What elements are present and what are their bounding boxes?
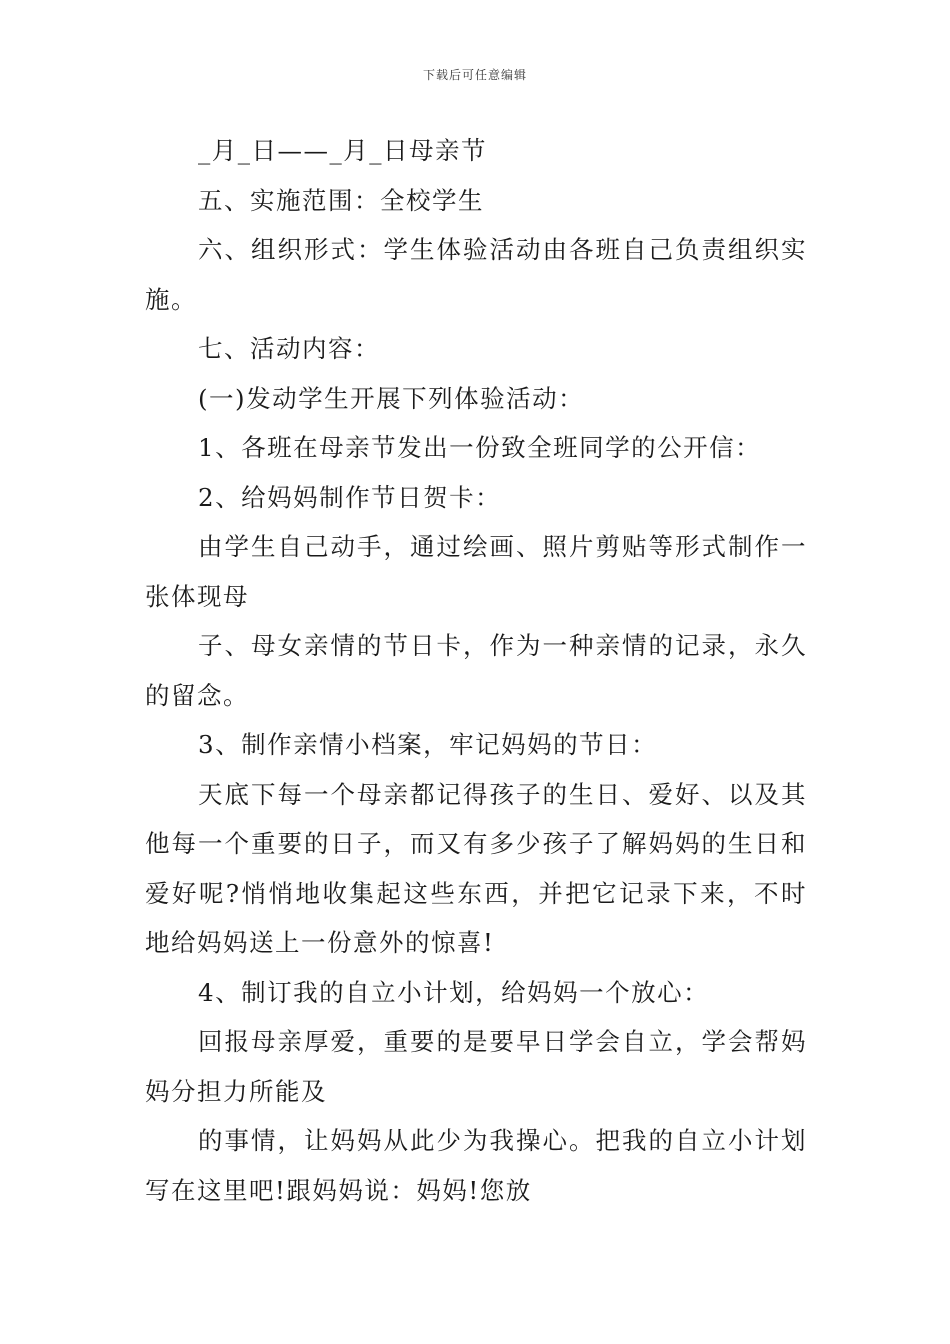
paragraph-date-range: _月_日——_月_日母亲节 bbox=[198, 136, 487, 165]
paragraph-item-1: 1、各班在母亲节发出一份致全班同学的公开信： bbox=[198, 433, 762, 462]
paragraph-item-2-detail-a: 由学生自己动手，通过绘画、照片剪贴等形式制作一张体现母 bbox=[145, 532, 807, 611]
paragraph-item-2: 2、给妈妈制作节日贺卡： bbox=[198, 482, 502, 512]
paragraph-item-3-detail: 天底下每一个母亲都记得孩子的生日、爱好、以及其他每一个重要的日子，而又有多少孩子了解妈妈的生日和爱好呢?悄悄地收集起这些东西，并把它记录下来，不时地给妈妈送上一份意外的惊喜! bbox=[145, 779, 807, 957]
paragraph-item-3: 3、制作亲情小档案，牢记妈妈的节日： bbox=[198, 730, 658, 759]
page-header: 下载后可任意编辑 bbox=[422, 68, 527, 82]
paragraph-scope: 五、实施范围：全校学生 bbox=[198, 185, 484, 215]
paragraph-item-4-detail-a: 回报母亲厚爱，重要的是要早日学会自立，学会帮妈妈分担力所能及 bbox=[145, 1027, 807, 1106]
document-body bbox=[145, 126, 807, 1215]
paragraph-item-2-detail-b: 子、母女亲情的节日卡，作为一种亲情的记录，永久的留念。 bbox=[145, 631, 807, 710]
paragraph-organization: 六、组织形式：学生体验活动由各班自己负责组织实施。 bbox=[145, 235, 807, 314]
paragraph-subheading-one: (一)发动学生开展下列体验活动： bbox=[198, 383, 585, 413]
paragraph-item-4: 4、制订我的自立小计划，给妈妈一个放心： bbox=[198, 977, 710, 1007]
paragraph-activity-heading: 七、活动内容： bbox=[198, 334, 380, 363]
paragraph-item-4-detail-b: 的事情，让妈妈从此少为我操心。把我的自立小计划写在这里吧!跟妈妈说：妈妈!您放 bbox=[145, 1126, 807, 1205]
